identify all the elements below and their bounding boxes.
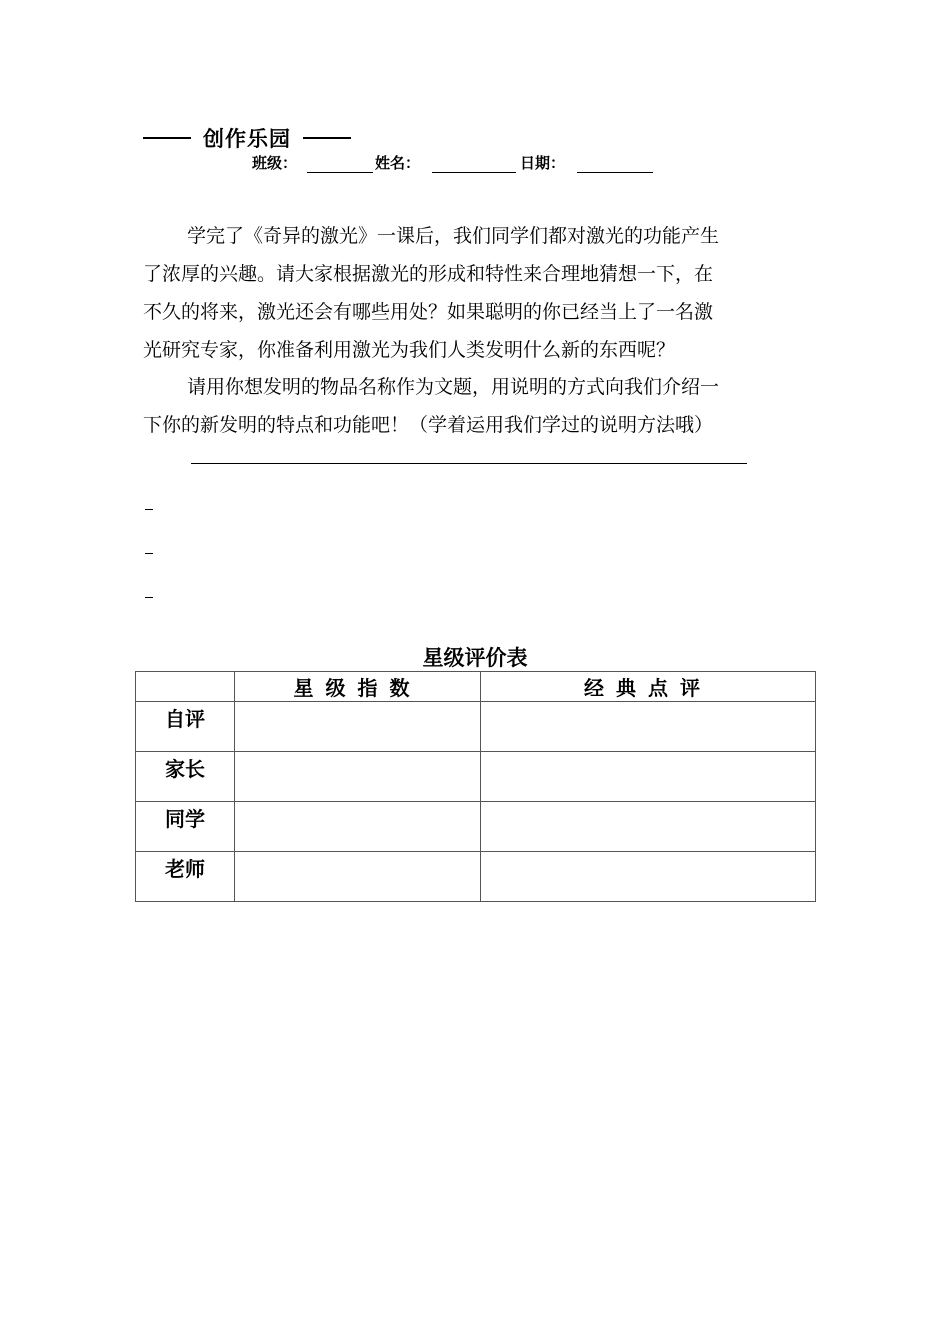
title-dash-right: [303, 137, 351, 139]
row-label-classmate: 同学: [136, 802, 235, 852]
star-rating-cell[interactable]: [235, 702, 481, 752]
table-row: [136, 852, 816, 902]
title-dash-left: [143, 137, 191, 139]
row-label-teacher: 老师: [136, 852, 235, 902]
writing-line-marker: [145, 597, 153, 598]
student-info-line: [252, 151, 653, 173]
paragraph2-line: 请用你想发明的物品名称作为文题，用说明的方式向我们介绍一: [187, 376, 720, 398]
header-star-rating: 星级指数: [235, 672, 481, 702]
header-classic-comment: 经典点评: [481, 672, 816, 702]
header-empty-cell: [136, 672, 235, 702]
date-blank[interactable]: [577, 154, 653, 173]
table-header-row: [136, 672, 816, 702]
comment-cell[interactable]: [481, 702, 816, 752]
class-label: 班级：: [252, 154, 298, 172]
table-row: [136, 802, 816, 852]
name-label: 姓名：: [375, 154, 421, 172]
paragraph1-line: 学完了《奇异的激光》一课后，我们同学们都对激光的功能产生: [187, 225, 720, 247]
row-label-parent: 家长: [136, 752, 235, 802]
date-label: 日期：: [520, 154, 566, 172]
table-row: [136, 752, 816, 802]
paragraph1-line: 光研究专家，你准备利用激光为我们人类发明什么新的东西呢？: [143, 339, 676, 361]
class-blank[interactable]: [307, 154, 373, 173]
evaluation-table-caption: 星级评价表: [422, 646, 528, 670]
writing-line-marker: [145, 509, 153, 510]
writing-line-marker: [145, 553, 153, 554]
paragraph1-line: 不久的将来，激光还会有哪些用处？如果聪明的你已经当上了一名激: [143, 301, 714, 323]
name-blank[interactable]: [432, 154, 516, 173]
page-title-text: 创作乐园: [203, 127, 291, 151]
star-rating-cell[interactable]: [235, 752, 481, 802]
paragraph1-line: 了浓厚的兴趣。请大家根据激光的形成和特性来合理地猜想一下，在: [143, 263, 714, 285]
star-rating-cell[interactable]: [235, 802, 481, 852]
table-row: [136, 702, 816, 752]
essay-title-blank[interactable]: [191, 463, 747, 464]
instruction-paragraph-2: [143, 368, 813, 444]
instruction-paragraph-1: [143, 217, 813, 369]
paragraph2-line: 下你的新发明的特点和功能吧！（学着运用我们学过的说明方法哦）: [143, 414, 714, 436]
page-title: [143, 122, 351, 154]
comment-cell[interactable]: [481, 852, 816, 902]
evaluation-table: [135, 671, 816, 902]
row-label-self: 自评: [136, 702, 235, 752]
comment-cell[interactable]: [481, 802, 816, 852]
comment-cell[interactable]: [481, 752, 816, 802]
star-rating-cell[interactable]: [235, 852, 481, 902]
